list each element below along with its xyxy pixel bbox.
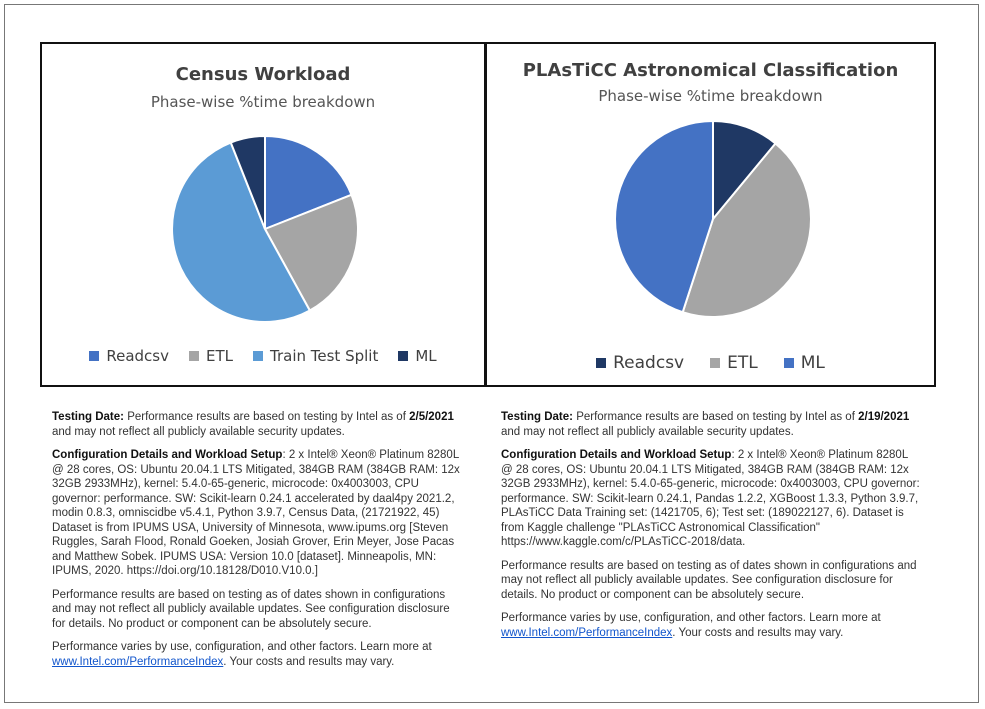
legend-item-train-test-split [253,347,378,365]
chart-legend [42,347,484,365]
legend-item-ml [398,347,436,365]
performance-note: Performance results are based on testing as of dates shown in configurations and may not reflect all publicly available updates. See configuration disclosure for details. No product or component can be absolutely secure. [501,559,917,601]
legend-swatch [189,351,199,361]
testing-date-label: Testing Date: [501,411,573,423]
chart-subtitle: Phase-wise %time breakdown [598,87,823,105]
testing-date-value: 2/5/2021 [409,411,454,423]
legend-swatch [253,351,263,361]
varies-text: Performance varies by use, configuration, and other factors. Learn more at [501,612,881,624]
performance-note: Performance results are based on testing as of dates shown in configurations and may not reflect all publicly available updates. See configuration disclosure for details. No product or component can be absolutely secure. [52,588,450,630]
testing-date-note [52,410,464,439]
legend-label: Readcsv [613,353,685,373]
performance-varies-note [52,640,464,669]
legend-label: ETL [206,347,233,365]
chart-title: PLAsTiCC Astronomical Classification [522,60,899,81]
performance-index-link[interactable]: www.Intel.com/PerformanceIndex [501,626,673,639]
config-text: : 2 x Intel® Xeon® Platinum 8280L @ 28 cores, OS: Ubuntu 20.04.1 LTS Mitigated, 384GB RAM (384GB RAM: 12x 32GB 2933MHz), kernel: 5.4.0-65-generic, microcode: 0x4003003, CPU governor: performance. SW: Scikit-learn 0.24.1, Pandas 1.2.2, XGBoost 1.3.3, Python 3.9.7, PLAsTiCC Data Training set: (1421705, 6); Test set: (189022127, 6). Dataset is from Kaggle challenge "PLAsTiCC Astronomical Classification" https://www.kaggle.com/c/PLAsTiCC-2018/data. [501,449,920,548]
testing-date-text: Performance results are based on testing by Intel as of [573,411,859,423]
legend-item-readcsv [596,353,684,373]
legend-swatch [89,351,99,361]
testing-date-label: Testing Date: [52,411,124,423]
legend-label: ML [415,347,437,365]
legend-item-etl [189,347,233,365]
config-note [501,448,921,550]
legend-swatch [596,358,606,368]
performance-index-link[interactable]: www.Intel.com/PerformanceIndex [52,655,224,668]
legend-label: Train Test Split [270,347,379,365]
varies-tail: . Your costs and results may vary. [223,655,395,668]
census-test-notes [52,410,464,678]
legend-label: ML [800,353,825,373]
chart-subtitle: Phase-wise %time breakdown [150,93,376,111]
config-text: : 2 x Intel® Xeon® Platinum 8280L @ 28 cores, OS: Ubuntu 20.04.1 LTS Mitigated, 384GB RAM (384GB RAM: 12x 32GB 2933MHz), kernel: 5.4.0-65-generic, microcode: 0x4003003, CPU governor: performance. SW: Scikit-learn 0.24.1 accelerated by daal4py 2021.2, modin 0.8.3, omniscidbe v5.4.1, Python 3.9.7, Census Data, (21721922, 45) Dataset is from IPUMS USA, University of Minnesota, www.ipums.org [Steven Ruggles, Sarah Flood, Ronald Goeken, Josiah Grover, Erin Meyer, Jose Pacas and Matthew Sobek. IPUMS USA: Version 10.0 [dataset]. Minneapolis, MN: IPUMS, 2020. https://doi.org/10.18128/D010.V10.0.] [52,449,460,577]
varies-text: Performance varies by use, configuration, and other factors. Learn more at [52,641,432,653]
plasticc-chart-panel [485,42,936,387]
varies-tail: . Your costs and results may vary. [672,626,844,639]
config-label: Configuration Details and Workload Setup [501,449,732,461]
performance-varies-note [501,611,921,640]
legend-item-etl [710,353,758,373]
legend-item-readcsv [89,347,169,365]
legend-swatch [710,358,720,368]
testing-date-tail: and may not reflect all publicly available security updates. [501,425,794,438]
testing-date-note [501,410,921,439]
config-label: Configuration Details and Workload Setup [52,449,283,461]
chart-title: Census Workload [175,64,351,85]
legend-label: Readcsv [106,347,169,365]
legend-label: ETL [727,353,758,373]
plasticc-test-notes [501,410,921,649]
chart-legend [487,353,934,373]
config-note [52,448,464,579]
legend-item-ml [784,353,825,373]
testing-date-text: Performance results are based on testing by Intel as of [124,411,410,423]
legend-swatch [398,351,408,361]
testing-date-value: 2/19/2021 [858,411,910,423]
plasticc-pie [613,119,813,319]
census-pie [170,134,360,324]
census-chart-panel [40,42,486,387]
legend-swatch [784,358,794,368]
testing-date-tail: and may not reflect all publicly available security updates. [52,425,345,438]
